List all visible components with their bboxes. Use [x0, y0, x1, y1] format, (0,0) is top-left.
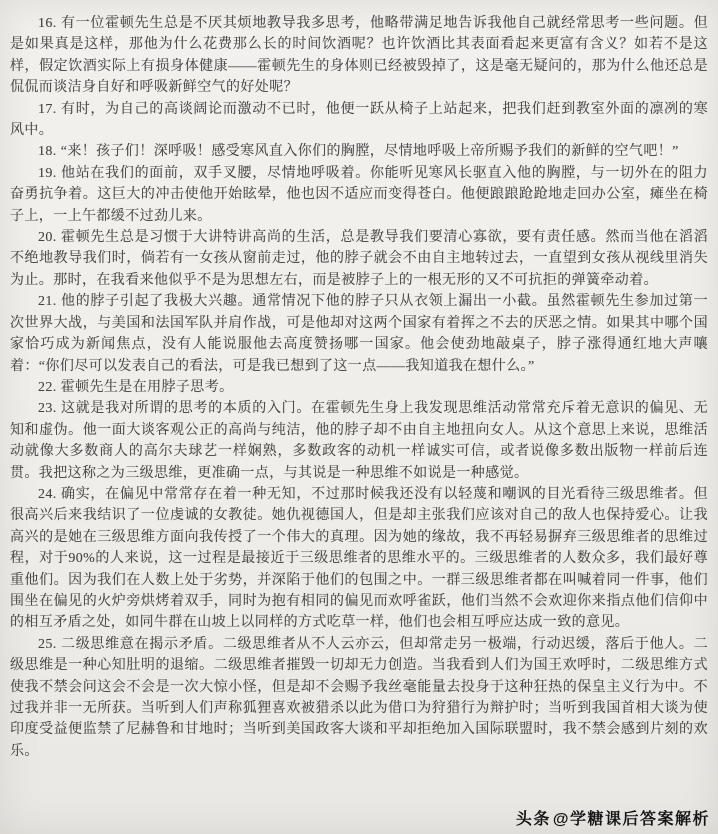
paragraph-text: 有一位霍顿先生总是不厌其烦地教导我多思考，他略带满足地告诉我他自己就经常思考一些问题。但是如果真是这样，那他为什么花费那么长的时间饮酒呢？也许饮酒比其表面看起来更富有含义？如若不是这样，假定饮酒实际上有损身体健康——霍顿先生的身体则已经被毁掉了，这是毫无疑问的，那为什么他还总是侃侃而谈洁身自好和呼吸新鲜空气的好处呢？ — [10, 16, 708, 96]
paragraph-23 — [10, 398, 708, 484]
paragraph-number: 24. — [38, 486, 57, 502]
watermark — [516, 806, 710, 829]
paragraph-text: 他的脖子引起了我极大兴趣。通常情况下他的脖子只从衣领上漏出一小截。虽然霍顿先生参加过第一次世界大战，与美国和法国军队并肩作战，可是他却对这两个国家有着挥之不去的厌恶之情。如果其中哪个国家恰巧成为新闻焦点，没有人能说服他去高度赞扬哪一国家。他会使劲地敲桌子，脖子涨得通红地大声嚷着：“你们尽可以发表自己的看法，可是我已想到了这一点——我知道我在想什么。” — [10, 294, 708, 374]
paragraph-number: 18. — [38, 144, 57, 160]
paragraph-22 — [10, 377, 708, 398]
paragraph-text: 二级思维意在揭示矛盾。二级思维者从不人云亦云，但却常走另一极端，行动迟缓，落后于他人。二级思维是一种心知肚明的退缩。二级思维者摧毁一切却无力创造。当我看到人们为国王欢呼时，二级思维方式使我不禁会问这会不会是一次大惊小怪，但是却不会赐予我丝毫能量去投身于这种狂热的保皇主义行为中。不过我并非一无所获。当听到人们声称狐狸喜欢被猎杀以此为借口为狩猎行为辩护时；当听到我国首相大谈为使印度受益便监禁了尼赫鲁和甘地时；当听到美国政客大谈和平却拒绝加入国际联盟时，我不禁会感到片刻的欢乐。 — [10, 636, 708, 759]
paragraph-text: 确实，在偏见中常常存在着一种无知，不过那时候我还没有以轻蔑和嘲讽的目光看待三级思维者。但很高兴后来我结识了一位虔诚的女教徒。她仇视德国人，但是却主张我们应该对自己的敌人也保持爱心。让我高兴的是她在三级思维方面向我传授了一个伟大的真理。因为她的缘故，我不再轻易摒弃三级思维者的思维过程，对于90%的人来说，这一过程是最接近于三级思维者的思维水平的。三级思维者的人数众多，我们最好尊重他们。因为我们在人数上处于劣势，并深陷于他们的包围之中。一群三级思维者都在叫喊着同一件事，他们围坐在偏见的火炉旁烘烤着双手，同时为抱有相同的偏见而欢呼雀跃，他们当然不会欢迎你来指点他们信仰中的相互矛盾之处，如同牛群在山坡上以同样的方式吃草一样，他们也会相互呼应达成一致的意见。 — [10, 486, 708, 631]
paragraph-text: 霍顿先生是在用脖子思考。 — [60, 379, 234, 395]
paragraph-text: 有时，为自己的高谈阔论而激动不已时，他便一跃从椅子上站起来，把我们赶到教室外面的凛冽的寒风中。 — [10, 101, 708, 139]
paragraph-number: 23. — [38, 401, 57, 417]
paragraph-16 — [10, 13, 708, 99]
paragraph-text: “来！孩子们！深呼吸！感受寒风直入你们的胸膛，尽情地呼吸上帝所赐予我们的新鲜的空气吧！” — [60, 144, 679, 160]
paragraph-text: 这就是我对所谓的思考的本质的入门。在霍顿先生身上我发现思维活动常常充斥着无意识的偏见、无知和虚伪。他一面大谈客观公正的高尚与纯洁，他的脖子却不由自主地扭向女人。从这个意思上来说，思维活动就像大多数商人的高尔夫球艺一样娴熟，多数政客的动机一样诚实可信，或者说像多数出版物一样前后连贯。我把这称之为三级思维，更准确一点，与其说是一种思维不如说是一种感觉。 — [10, 401, 708, 481]
paragraph-number: 21. — [38, 294, 57, 310]
paragraph-19 — [10, 163, 708, 227]
watermark-handle: @学糖课后答案解析 — [552, 811, 710, 828]
paragraph-21 — [10, 291, 708, 377]
toutiao-logo: 头条 — [515, 811, 551, 828]
paragraph-20 — [10, 227, 708, 291]
paragraph-number: 16. — [38, 16, 57, 31]
paragraph-text: 他站在我们的面前，双手叉腰，尽情地呼吸着。你能听见寒风长驱直入他的胸膛，与一切外在的阻力奋勇抗争着。这巨大的冲击使他开始眩晕，他也因不适应而变得苍白。他便踉踉跄跄地走回办公室，瘫坐在椅子上，一上午都缓不过劲儿来。 — [10, 165, 708, 224]
paragraph-number: 20. — [38, 230, 57, 246]
paragraph-24 — [10, 484, 708, 634]
paragraph-18 — [10, 141, 708, 162]
paragraph-number: 17. — [38, 101, 57, 117]
paragraph-25 — [10, 634, 708, 762]
paragraph-number: 19. — [38, 165, 57, 181]
paragraph-17 — [10, 99, 708, 142]
paragraph-number: 22. — [38, 379, 57, 395]
paragraph-number: 25. — [38, 636, 57, 652]
paragraph-text: 霍顿先生总是习惯于大讲特讲高尚的生活，总是教导我们要清心寡欲，要有责任感。然而当他在滔滔不绝地教导我们时，倘若有一女孩从窗前走过，他的脖子就会不由自主地转过去，一直望到女孩从视线里消失为止。那时，在我看来他似乎不是为思想左右，而是被脖子上的一根无形的又不可抗拒的弹簧牵动着。 — [10, 230, 708, 288]
